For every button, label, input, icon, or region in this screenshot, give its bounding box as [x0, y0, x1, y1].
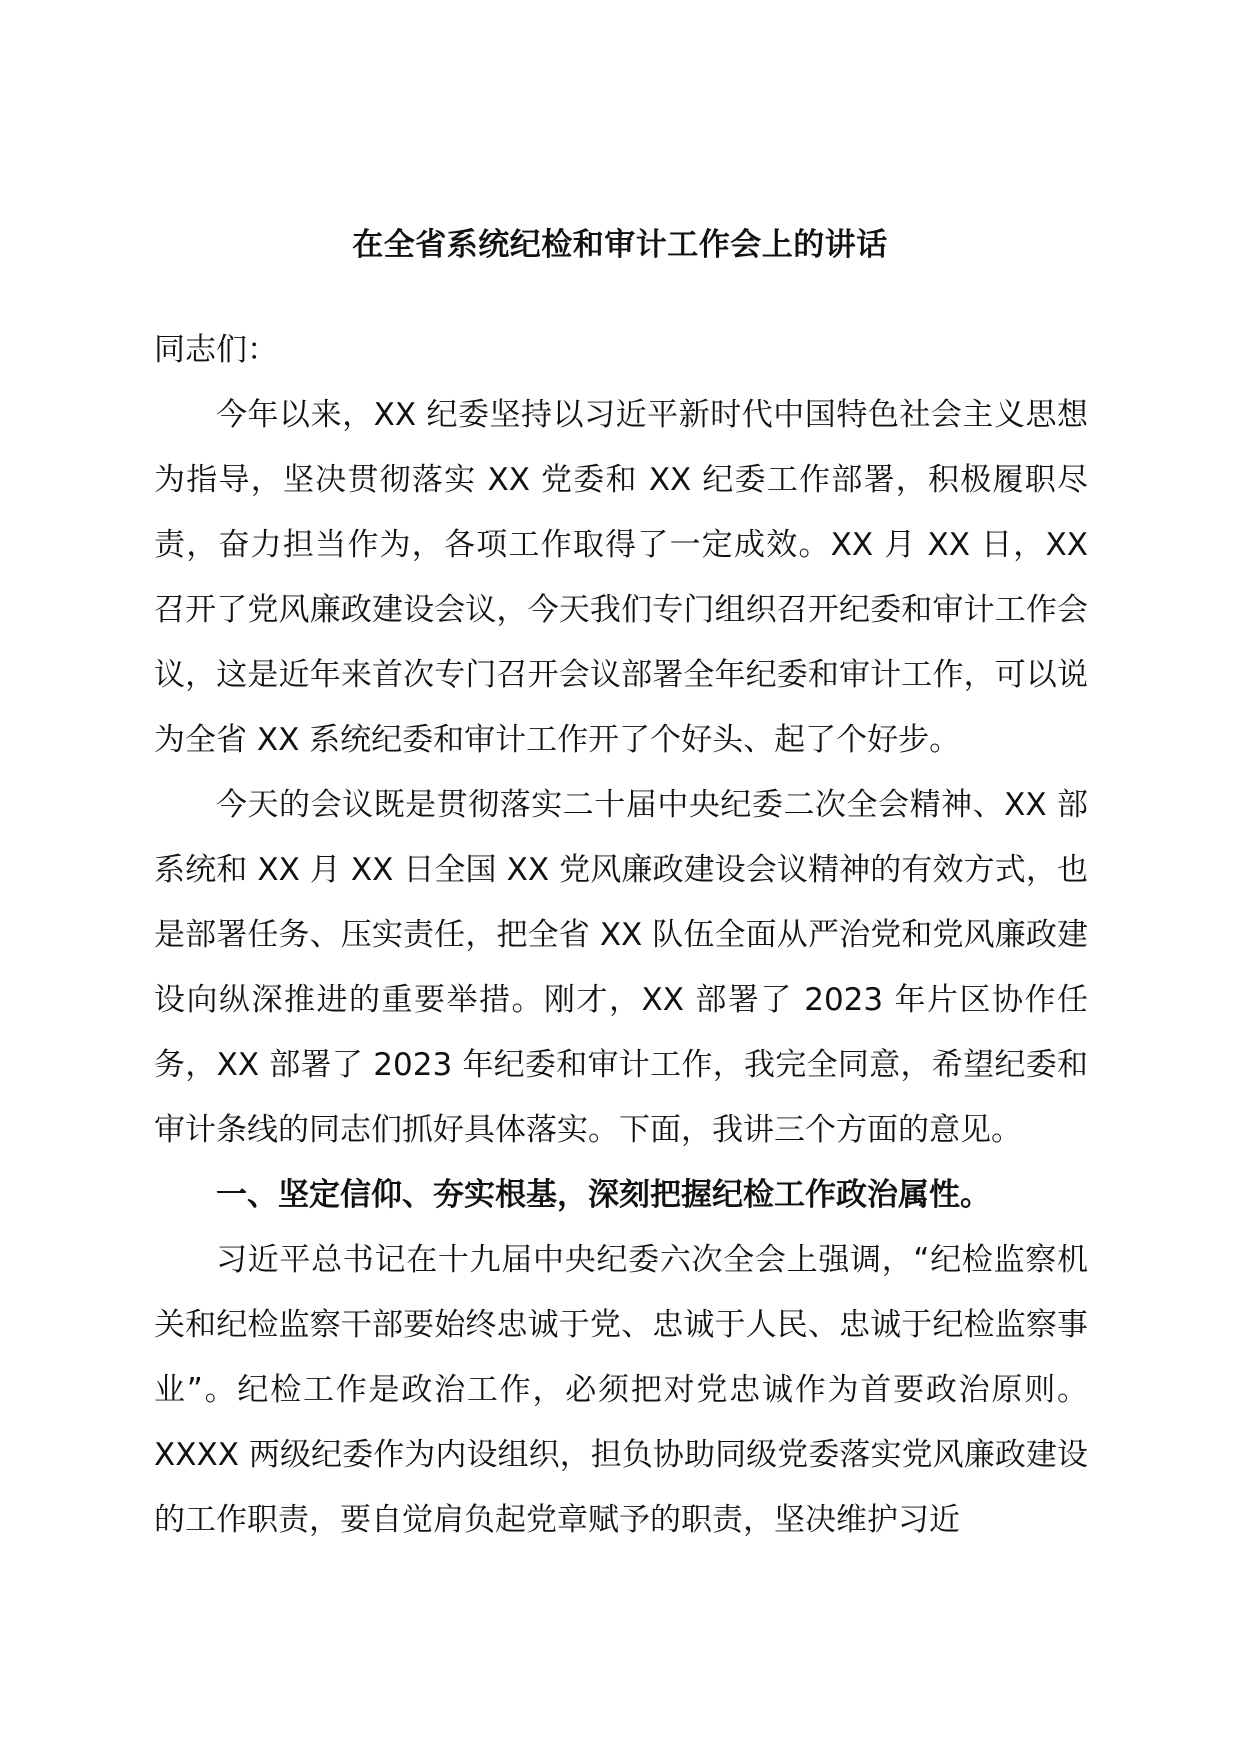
paragraph-intro: 今年以来，XX 纪委坚持以习近平新时代中国特色社会主义思想为指导，坚决贯彻落实 XX 党委和 XX 纪委工作部署，积极履职尽责，奋力担当作为，各项工作取得了一定成效。XX 月 XX 日，XX 召开了党风廉政建设会议，今天我们专门组织召开纪委和审计工作会议，这是近年来首次专门召开会议部署全年纪委和审计工作，可以说为全省 XX 系统纪委和审计工作开了个好头、起了个好步。 [154, 397, 1088, 758]
section-heading: 一、坚定信仰、夯实根基，深刻把握纪检工作政治属性。 [216, 1177, 991, 1213]
paragraph-meeting-purpose: 今天的会议既是贯彻落实二十届中央纪委二次全会精神、XX 部系统和 XX 月 XX 日全国 XX 党风廉政建设会议精神的有效方式，也是部署任务、压实责任，把全省 XX 队伍全面从严治党和党风廉政建设向纵深推进的重要举措。刚才，XX 部署了 2023 年片区协作任务，XX 部署了 2023 年纪委和审计工作，我完全同意，希望纪委和审计条线的同志们抓好具体落实。下面，我讲三个方面的意见。 [154, 787, 1088, 1148]
salutation: 同志们： [154, 332, 278, 368]
section-paragraph: 习近平总书记在十九届中央纪委六次全会上强调，“纪检监察机关和纪检监察干部要始终忠诚于党、忠诚于人民、忠诚于纪检监察事业”。纪检工作是政治工作，必须把对党忠诚作为首要政治原则。XXXX 两级纪委作为内设组织，担负协助同级党委落实党风廉政建设的工作职责，要自觉肩负起党章赋予的职责，坚决维护习近 [154, 1242, 1088, 1538]
document-title: 在全省系统纪检和审计工作会上的讲话 [352, 227, 888, 263]
document-body [154, 318, 1088, 1553]
